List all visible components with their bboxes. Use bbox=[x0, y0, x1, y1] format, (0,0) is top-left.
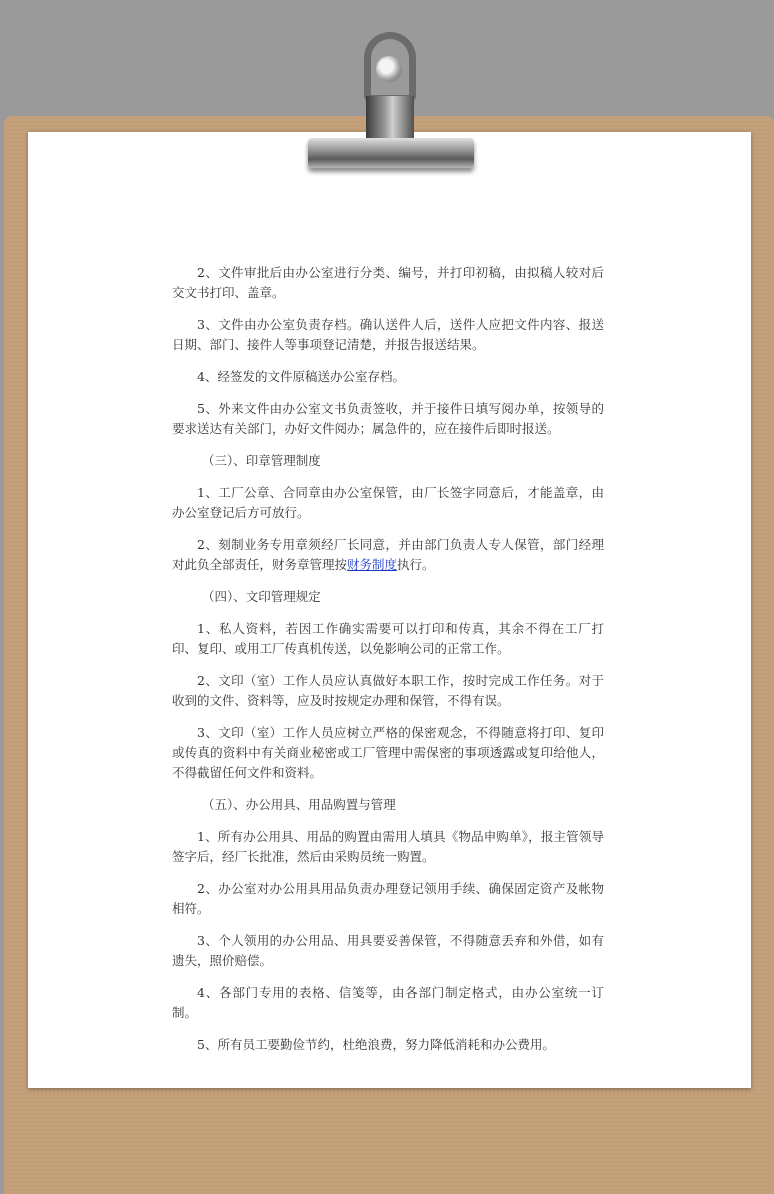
paragraph: 1、私人资料，若因工作确实需要可以打印和传真，其余不得在工厂打印、复印、或用工厂传真机传送，以免影响公司的正常工作。 bbox=[172, 621, 604, 656]
section-heading: （三）、印章管理制度 bbox=[202, 453, 321, 468]
finance-policy-link[interactable]: 财务制度 bbox=[347, 557, 398, 572]
paragraph: 2、办公室对办公用具用品负责办理登记领用手续、确保固定资产及帐物相符。 bbox=[172, 881, 604, 916]
paragraph: 1、工厂公章、合同章由办公室保管，由厂长签字同意后，才能盖章，由办公室登记后方可放行。 bbox=[172, 485, 604, 520]
paragraph: 5、外来文件由办公室文书负责签收，并于接件日填写阅办单，按领导的要求送达有关部门，办好文件阅办；属急件的，应在接件后即时报送。 bbox=[172, 401, 604, 436]
paragraph: 4、各部门专用的表格、信笺等，由各部门制定格式，由办公室统一订制。 bbox=[172, 985, 604, 1020]
paragraph: 1、所有办公用具、用品的购置由需用人填具《物品申购单》，报主管领导签字后，经厂长批准，然后由采购员统一购置。 bbox=[172, 829, 604, 864]
paragraph: 2、文印（室）工作人员应认真做好本职工作，按时完成工作任务。对于收到的文件、资料等，应及时按规定办理和保管，不得有误。 bbox=[172, 673, 604, 708]
paragraph-text: 执行。 bbox=[397, 557, 435, 572]
paragraph-text: 2、刻制业务专用章须经厂长同意，并由部门负责人专人保管，部门经理对此负全部责任，财务章管理按 bbox=[172, 537, 604, 572]
paragraph: 4、经签发的文件原稿送办公室存档。 bbox=[197, 369, 405, 384]
binder-clip-icon bbox=[292, 26, 482, 178]
paragraph: 3、文印（室）工作人员应树立严格的保密观念，不得随意将打印、复印或传真的资料中有关商业秘密或工厂管理中需保密的事项透露或复印给他人，不得截留任何文件和资料。 bbox=[172, 725, 604, 780]
section-heading: （四）、文印管理规定 bbox=[202, 589, 321, 604]
document-body bbox=[172, 263, 604, 1067]
paragraph: 5、所有员工要勤俭节约，杜绝浪费，努力降低消耗和办公费用。 bbox=[197, 1037, 555, 1052]
paragraph bbox=[172, 535, 604, 575]
paragraph: 3、个人领用的办公用品、用具要妥善保管，不得随意丢弃和外借，如有遗失，照价赔偿。 bbox=[172, 933, 604, 968]
section-heading: （五）、办公用具、用品购置与管理 bbox=[202, 797, 396, 812]
paragraph: 3、文件由办公室负责存档。确认送件人后，送件人应把文件内容、报送日期、部门、接件人等事项登记清楚，并报告报送结果。 bbox=[172, 317, 604, 352]
paragraph: 2、文件审批后由办公室进行分类、编号，并打印初稿，由拟稿人较对后交文书打印、盖章。 bbox=[172, 265, 604, 300]
